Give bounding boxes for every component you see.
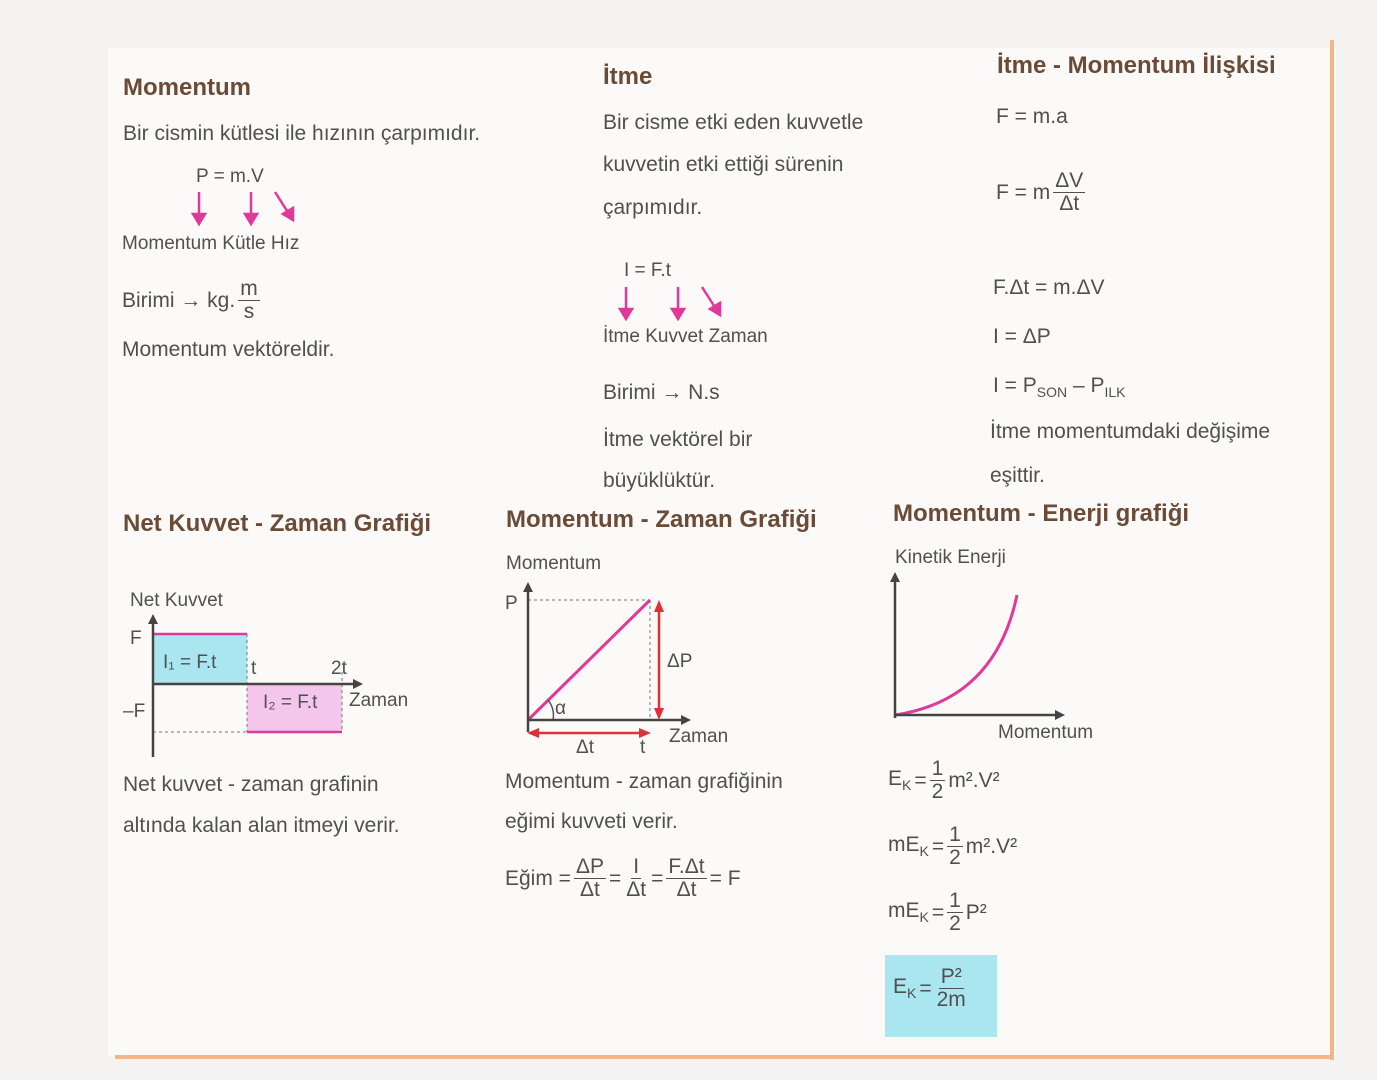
relation-eq3: F.Δt = m.ΔV (993, 276, 1105, 299)
energy-eq4-num: P² (940, 965, 962, 988)
energy-y-arrow-icon (890, 572, 900, 582)
energy-eq3-num: 1 (949, 889, 961, 912)
momentum-graph-title: Momentum - Zaman Grafiği (506, 506, 817, 533)
force-graph-title: Net Kuvvet - Zaman Grafiği (123, 510, 432, 537)
momentum-arrows-icon (185, 188, 305, 228)
relation-eq1: F = m.a (996, 105, 1068, 128)
momentum-labels: Momentum Kütle Hız (122, 233, 300, 254)
momentum-unit (122, 278, 260, 323)
energy-eq1-sym: E (888, 767, 903, 791)
energy-graph-y-label: Kinetik Enerji (895, 547, 1006, 568)
slope-f3-den: Δt (676, 878, 697, 902)
energy-eq2-sym: mE (888, 833, 920, 857)
energy-eq2-left (888, 833, 929, 859)
energy-eq1-right: m².V² (948, 768, 1000, 792)
relation-eq5 (993, 374, 1126, 400)
slope-f2-den: Δt (626, 878, 647, 902)
relation-eq5-sub2: ILK (1104, 384, 1126, 401)
force-y-pos-tick: F (130, 628, 142, 649)
energy-eq2-right: m².V² (965, 834, 1018, 858)
energy-eq2-sub: K (919, 843, 929, 860)
energy-eq2 (888, 824, 1017, 869)
slope-fraction-2 (624, 856, 648, 901)
energy-curve (895, 595, 1017, 715)
momentum-x-arrow-icon (681, 715, 691, 725)
relation-note-line1: İtme momentumdaki değişime (990, 420, 1271, 443)
energy-eq3-sym: mE (888, 899, 920, 923)
page-border-bottom (115, 1055, 1334, 1059)
momentum-formula: P = m.V (196, 166, 264, 187)
momentum-delta-t-label: Δt (576, 737, 594, 758)
force-y-neg-tick: –F (123, 701, 146, 722)
itme-formula: I = F.t (624, 260, 671, 281)
force-x-label: Zaman (349, 690, 409, 711)
momentum-line (528, 600, 650, 720)
momentum-unit-den: s (243, 300, 255, 324)
energy-eq1-sub: K (902, 777, 912, 794)
energy-eq3-left (888, 899, 929, 925)
momentum-p-tick: P (505, 593, 518, 614)
itme-note-line1: İtme vektörel bir (603, 428, 753, 451)
energy-eq1-num: 1 (931, 757, 944, 780)
itme-arrows-icon (612, 283, 732, 323)
slope-prefix: Eğim = (505, 866, 571, 890)
relation-note-line2: eşittir. (990, 464, 1045, 487)
itme-note-line2: büyüklüktür. (603, 469, 716, 492)
energy-eq3-fraction (947, 890, 963, 935)
momentum-unit-fraction (238, 278, 260, 323)
itme-labels: İtme Kuvvet Zaman (603, 326, 768, 347)
momentum-delta-p-down-icon (654, 708, 664, 720)
momentum-delta-p-label: ΔP (667, 651, 693, 672)
energy-eq4-eq: = (919, 976, 932, 1000)
itme-unit: Birimi → N.s (603, 381, 720, 404)
itme-def-line3: çarpımıdır. (603, 196, 703, 219)
momentum-angle-arc (548, 700, 553, 720)
energy-eq4-fraction (935, 966, 968, 1011)
momentum-delta-p-up-icon (654, 600, 664, 612)
relation-eq2-den: Δt (1059, 192, 1080, 216)
momentum-y-arrow-icon (523, 582, 533, 592)
energy-eq4-sym: E (893, 975, 908, 999)
energy-eq4-left (893, 975, 916, 1001)
slope-suffix: = F (709, 866, 741, 890)
slope-fraction-3 (666, 856, 706, 901)
slope-eq-sign-2: = (651, 866, 664, 890)
relation-eq2 (996, 170, 1085, 215)
momentum-angle-label: α (555, 698, 566, 719)
energy-eq1-left (888, 767, 911, 793)
relation-eq4: I = ΔP (993, 325, 1051, 348)
momentum-title: Momentum (123, 74, 251, 101)
force-y-arrow-icon (148, 614, 158, 624)
energy-graph (885, 570, 1075, 725)
relation-eq2-fraction (1053, 170, 1085, 215)
force-x-arrow-icon (353, 679, 363, 689)
energy-eq3-right: P² (965, 900, 987, 924)
energy-eq1 (888, 758, 1000, 803)
relation-eq2-left: F = m (996, 180, 1051, 204)
force-note-line1: Net kuvvet - zaman grafinin (123, 773, 379, 796)
force-graph-y-label: Net Kuvvet (130, 590, 223, 611)
slope-fraction-1 (574, 856, 606, 901)
relation-eq5-left: I = P (993, 374, 1037, 397)
momentum-unit-num: m (240, 277, 258, 300)
itme-def-line2: kuvvetin etki ettiği sürenin (603, 153, 844, 176)
momentum-vector-note: Momentum vektöreldir. (122, 338, 335, 361)
slope-f1-num: ΔP (575, 855, 604, 878)
slope-f2-num: I (633, 855, 640, 878)
energy-eq2-num: 1 (949, 823, 961, 846)
slope-eq-sign-1: = (609, 866, 622, 890)
momentum-t-tick: t (640, 737, 646, 758)
energy-eq2-den: 2 (949, 846, 961, 870)
relation-eq2-num: ΔV (1055, 169, 1084, 192)
momentum-note-line2: eğimi kuvveti verir. (505, 810, 678, 833)
energy-eq3-sub: K (919, 909, 929, 926)
energy-eq4 (893, 966, 968, 1011)
energy-eq3 (888, 890, 987, 935)
slope-f1-den: Δt (580, 878, 600, 902)
energy-x-arrow-icon (1055, 710, 1065, 720)
force-area2-label: I₂ = F.t (263, 692, 318, 713)
energy-eq1-den: 2 (931, 780, 944, 804)
force-area1-label: I₁ = F.t (163, 652, 217, 673)
energy-eq1-fraction (930, 758, 946, 803)
energy-eq2-fraction (947, 824, 963, 869)
momentum-definition: Bir cismin kütlesi ile hızının çarpımıdır. (123, 122, 481, 145)
relation-eq5-sub1: SON (1036, 384, 1068, 401)
energy-eq3-den: 2 (949, 912, 961, 936)
force-t-tick: t (251, 658, 257, 679)
momentum-note-line1: Momentum - zaman grafiğinin (505, 770, 783, 793)
momentum-slope-equation (505, 856, 741, 901)
energy-x-label: Momentum (998, 722, 1094, 743)
energy-eq4-sub: K (907, 985, 917, 1002)
slope-f3-num: F.Δt (668, 855, 705, 878)
momentum-x-label: Zaman (669, 726, 729, 747)
energy-eq1-eq: = (914, 768, 927, 792)
force-graph (115, 612, 435, 762)
force-note-line2: altında kalan alan itmeyi verir. (123, 814, 400, 837)
momentum-graph-y-label: Momentum (506, 553, 602, 574)
relation-title: İtme - Momentum İlişkisi (997, 52, 1276, 79)
itme-title: İtme (603, 63, 653, 90)
energy-eq2-eq: = (931, 834, 945, 858)
energy-eq3-eq: = (931, 900, 945, 924)
itme-def-line1: Bir cisme etki eden kuvvetle (603, 111, 864, 134)
relation-eq5-mid: – P (1067, 374, 1105, 397)
momentum-unit-prefix: Birimi → kg. (122, 288, 236, 312)
energy-eq4-den: 2m (936, 988, 966, 1012)
energy-graph-title: Momentum - Enerji grafiği (893, 500, 1190, 527)
page-border-right (1330, 40, 1334, 1060)
force-2t-tick: 2t (331, 658, 347, 679)
